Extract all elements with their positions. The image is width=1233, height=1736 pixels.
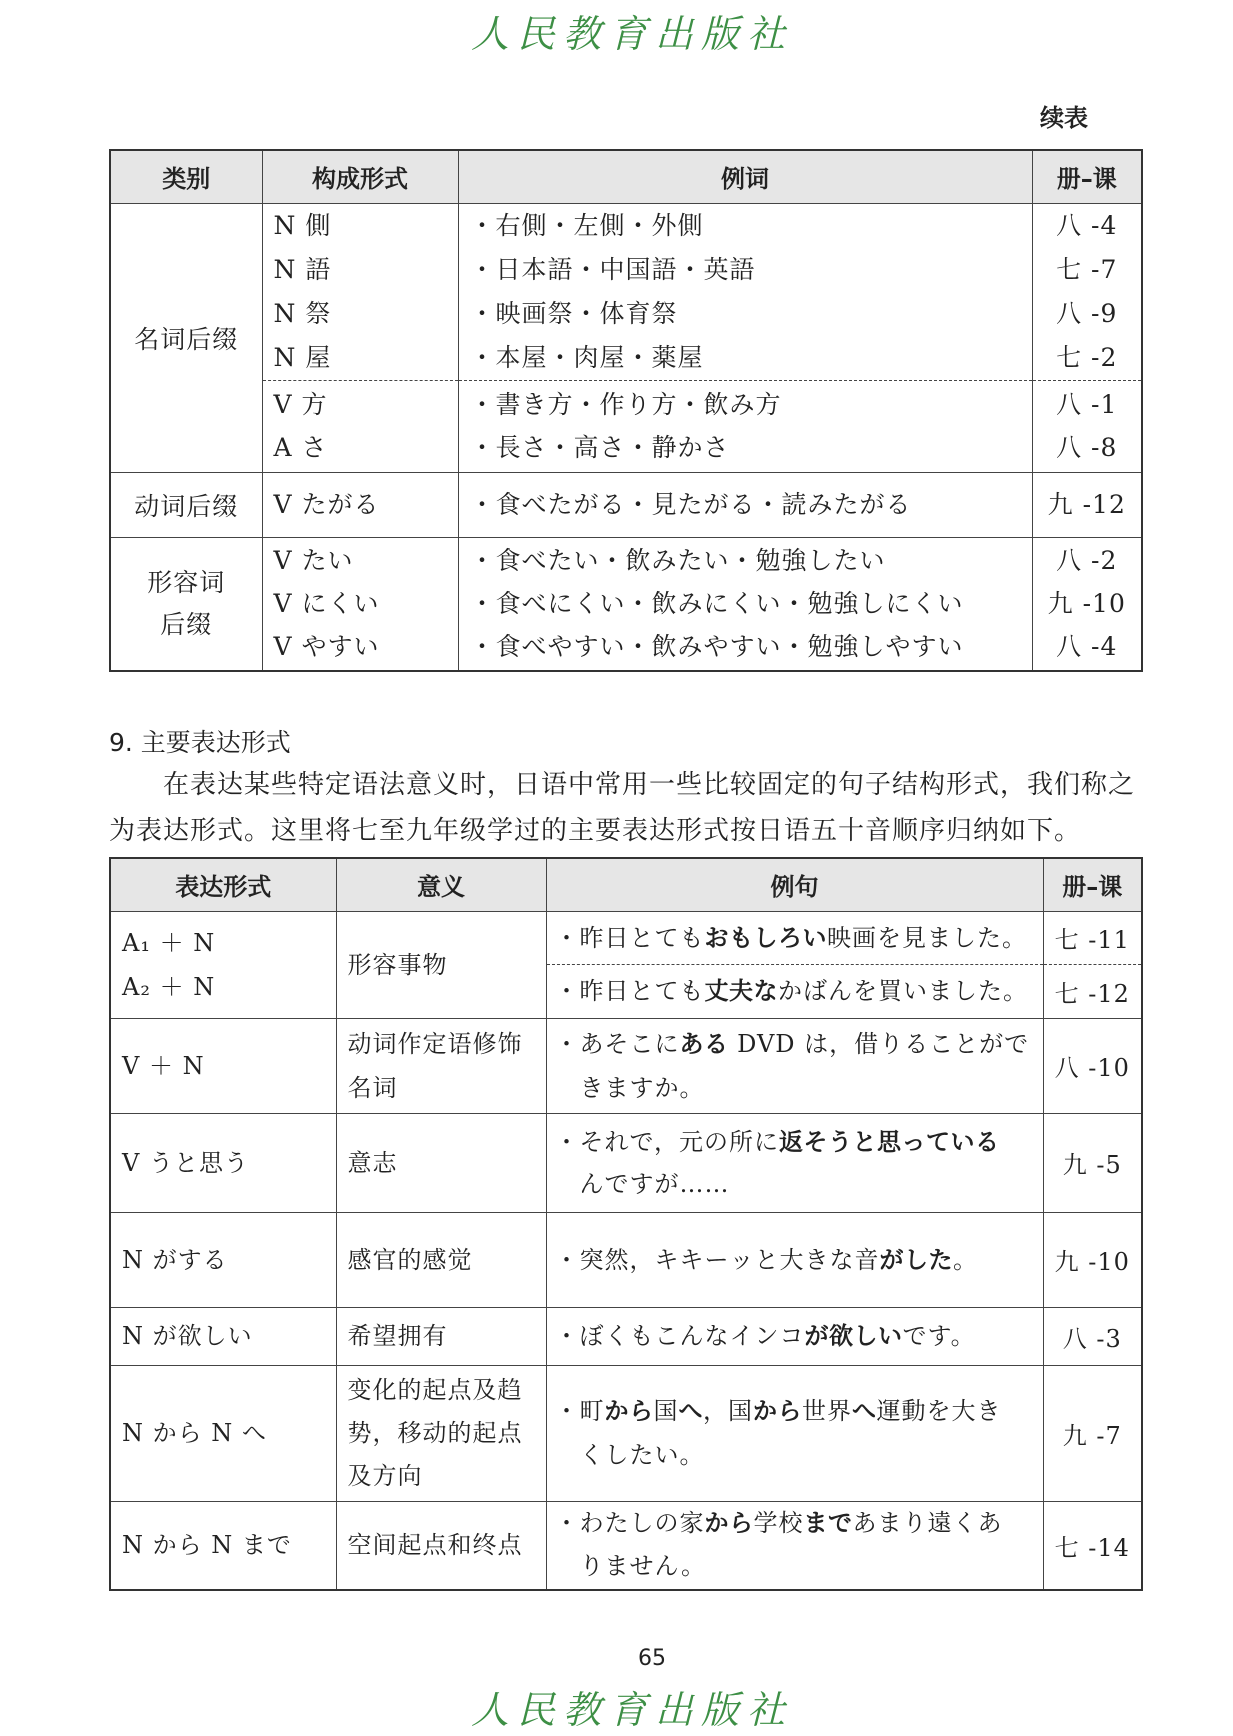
form-line: V やすい <box>273 632 380 662</box>
form-line: N から N へ <box>122 1419 267 1447</box>
form-line: V たい <box>273 546 354 576</box>
example-segment: 運動を大き <box>876 1397 1002 1425</box>
example-segment: かばんを買いました。 <box>778 977 1028 1005</box>
lesson-line: 八 -4 <box>1056 210 1118 240</box>
meaning-line: 及方向 <box>347 1461 423 1490</box>
example-segment: ，国 <box>703 1397 753 1425</box>
form-cell <box>110 1113 336 1212</box>
example-line <box>555 917 1041 959</box>
publisher-logo-top: 人民教育出版社 <box>470 12 793 56</box>
table-row <box>110 1113 1142 1212</box>
example-segment: ・ぼくもこんなインコ <box>554 1322 805 1350</box>
header-example: 例句 <box>546 858 1043 911</box>
example-line: ・食べやすい・飲みやすい・勉強しやすい <box>469 632 964 662</box>
example-line <box>555 1389 1041 1433</box>
examples-cell <box>458 203 1032 380</box>
form-line: V にくい <box>273 589 380 619</box>
lesson-line: 七 -2 <box>1056 342 1118 372</box>
lesson-cell: 八 -10 <box>1043 1018 1142 1113</box>
meaning-cell <box>336 1365 546 1501</box>
form-line: N 語 <box>273 254 332 284</box>
form-line: N 祭 <box>273 298 332 328</box>
form-line: N 側 <box>273 210 332 240</box>
suffix-table-header-row <box>110 150 1142 203</box>
example-segment: んですが…… <box>579 1169 730 1198</box>
lesson-line: 八 -8 <box>1056 433 1118 462</box>
example-segment: ・町 <box>554 1397 605 1425</box>
section-heading: 9. 主要表达形式 <box>109 728 291 757</box>
table-row <box>110 911 1142 964</box>
examples-cell <box>458 472 1032 537</box>
lesson-line: 八 -1 <box>1056 390 1118 419</box>
lesson-line: 八 -9 <box>1056 298 1118 328</box>
meaning-cell <box>336 1212 546 1307</box>
meaning-line: 感官的感觉 <box>347 1245 473 1274</box>
category-line: 形容词 <box>147 567 226 597</box>
form-line: N から N まで <box>122 1531 292 1560</box>
form-line: V たがる <box>273 490 380 519</box>
example-line <box>555 1066 1041 1110</box>
form-line: A₂ ＋ N <box>122 972 216 1001</box>
meaning-line: 希望拥有 <box>347 1322 448 1350</box>
lesson-cell: 九 -10 <box>1043 1212 1142 1307</box>
header-meaning: 意义 <box>336 858 546 911</box>
example-emphasis: から <box>753 1397 802 1425</box>
example-emphasis: から <box>704 1509 754 1538</box>
category-cell: 名词后缀 <box>110 203 262 472</box>
example-cell <box>546 911 1043 964</box>
example-cell <box>546 1501 1043 1590</box>
header-lesson: 册–课 <box>1043 858 1142 911</box>
form-cell <box>110 1501 336 1590</box>
meaning-line: 意志 <box>347 1148 398 1177</box>
example-segment: あまり遠くあ <box>852 1509 1003 1538</box>
example-segment: ・それで，元の所に <box>554 1127 780 1156</box>
lesson-line: 九 -12 <box>1047 490 1126 519</box>
lesson-cell: 七 -11 <box>1043 911 1142 964</box>
example-line <box>555 970 1041 1012</box>
expression-table-header-row <box>110 858 1142 911</box>
example-segment: きますか。 <box>579 1073 705 1102</box>
lesson-line: 九 -10 <box>1047 589 1126 619</box>
form-cell <box>110 1018 336 1113</box>
example-segment: 映画を見ました。 <box>827 923 1027 952</box>
form-cell <box>110 1365 336 1501</box>
category-cell <box>110 537 262 671</box>
meaning-line: 动词作定语修饰 <box>347 1029 523 1058</box>
example-cell <box>546 1018 1043 1113</box>
example-line: ・右側・左側・外側 <box>469 210 704 240</box>
lesson-cell <box>1032 537 1142 671</box>
lesson-line: 八 -4 <box>1056 632 1118 662</box>
example-emphasis: から <box>604 1397 654 1425</box>
example-cell <box>546 1365 1043 1501</box>
table-row <box>110 203 1142 380</box>
example-emphasis: おもしろい <box>704 923 827 952</box>
example-line: ・長さ・高さ・静かさ <box>469 433 730 462</box>
example-segment: りません。 <box>579 1552 706 1581</box>
example-segment: 世界 <box>802 1397 852 1425</box>
paragraph-line: 在表达某些特定语法意义时，日语中常用一些比较固定的句子结构形式，我们称之 <box>163 770 1136 800</box>
header-form: 构成形式 <box>262 150 458 203</box>
lesson-cell: 七 -14 <box>1043 1501 1142 1590</box>
form-line: V うと思う <box>122 1148 249 1177</box>
example-segment: DVD は，借りることがで <box>728 1029 1030 1058</box>
example-line <box>555 1545 1041 1588</box>
lesson-cell <box>1032 472 1142 537</box>
form-cell <box>110 911 336 1018</box>
example-line: ・食べたがる・見たがる・読みたがる <box>469 490 912 519</box>
section-paragraph <box>109 762 1141 854</box>
meaning-line: 变化的起点及趋 <box>347 1375 523 1404</box>
continued-label: 续表 <box>1040 104 1088 132</box>
lesson-cell <box>1032 380 1142 472</box>
table-row <box>110 1501 1142 1590</box>
form-line: A₁ ＋ N <box>122 928 216 957</box>
suffix-table <box>109 149 1143 672</box>
example-cell <box>546 1113 1043 1212</box>
page-number: 65 <box>638 1646 666 1671</box>
paragraph-line: 为表达形式。这里将七至九年级学过的主要表达形式按日语五十音顺序归纳如下。 <box>109 816 1082 846</box>
example-segment: ・昨日とても <box>554 923 705 952</box>
lesson-cell: 七 -12 <box>1043 964 1142 1018</box>
form-cell <box>110 1307 336 1365</box>
lesson-cell: 九 -5 <box>1043 1113 1142 1212</box>
example-line: ・書き方・作り方・飲み方 <box>469 390 782 419</box>
example-segment: 国 <box>653 1397 679 1425</box>
example-segment: ・わたしの家 <box>554 1509 705 1538</box>
example-emphasis: へ <box>678 1397 703 1425</box>
lesson-cell: 八 -3 <box>1043 1307 1142 1365</box>
example-emphasis: ある <box>679 1029 729 1058</box>
table-row <box>110 472 1142 537</box>
form-line: A さ <box>273 433 328 462</box>
lesson-cell <box>1032 203 1142 380</box>
table-row <box>110 1018 1142 1113</box>
meaning-cell <box>336 911 546 1018</box>
form-cell <box>262 380 458 472</box>
header-category: 类别 <box>110 150 262 203</box>
meaning-line: 势，移动的起点 <box>347 1418 523 1447</box>
meaning-cell <box>336 1307 546 1365</box>
example-cell <box>546 1212 1043 1307</box>
category-line: 后缀 <box>160 609 213 639</box>
example-emphasis: 返そうと思っている <box>779 1127 1000 1156</box>
example-emphasis: へ <box>852 1397 877 1425</box>
example-cell <box>546 964 1043 1018</box>
meaning-line: 形容事物 <box>347 950 448 979</box>
expression-table <box>109 857 1143 1591</box>
example-segment: です。 <box>902 1322 976 1350</box>
meaning-line: 名词 <box>347 1073 398 1102</box>
table-row <box>110 537 1142 671</box>
meaning-line: 空间起点和终点 <box>347 1531 523 1560</box>
form-line: N 屋 <box>273 342 332 372</box>
header-form: 表达形式 <box>110 858 336 911</box>
example-emphasis: がした <box>879 1245 953 1274</box>
meaning-cell <box>336 1501 546 1590</box>
table-row <box>110 1212 1142 1307</box>
example-line <box>555 1022 1041 1066</box>
example-emphasis: 丈夫な <box>704 977 778 1005</box>
form-cell <box>110 1212 336 1307</box>
example-segment: ・昨日とても <box>554 977 705 1005</box>
example-segment: 。 <box>953 1245 978 1274</box>
example-line <box>555 1163 1041 1205</box>
example-segment: 学校 <box>753 1509 804 1538</box>
lesson-cell: 九 -7 <box>1043 1365 1142 1501</box>
form-line: N が欲しい <box>122 1322 253 1350</box>
table-row <box>110 1365 1142 1501</box>
form-line: N がする <box>122 1245 228 1274</box>
example-line: ・食べたい・飲みたい・勉強したい <box>469 546 886 576</box>
example-emphasis: まで <box>803 1509 853 1538</box>
table-row <box>110 1307 1142 1365</box>
example-segment: ・突然，キキーッと大きな音 <box>554 1245 880 1274</box>
form-line: V 方 <box>273 390 328 419</box>
example-line <box>555 1502 1041 1545</box>
meaning-cell <box>336 1018 546 1113</box>
example-line <box>555 1238 1041 1282</box>
table-row <box>110 380 1142 472</box>
publisher-logo-bottom: 人民教育出版社 <box>470 1688 793 1732</box>
example-line: ・日本語・中国語・英語 <box>469 254 756 284</box>
meaning-cell <box>336 1113 546 1212</box>
header-examples: 例词 <box>458 150 1032 203</box>
form-cell <box>262 472 458 537</box>
example-line <box>555 1314 1041 1358</box>
examples-cell <box>458 380 1032 472</box>
example-cell <box>546 1307 1043 1365</box>
header-lesson: 册–课 <box>1032 150 1142 203</box>
example-line: ・食べにくい・飲みにくい・勉強しにくい <box>469 589 964 619</box>
example-emphasis: が欲しい <box>804 1322 903 1350</box>
form-cell <box>262 203 458 380</box>
example-segment: くしたい。 <box>579 1441 705 1469</box>
example-line <box>555 1121 1041 1163</box>
example-line: ・映画祭・体育祭 <box>469 298 678 328</box>
example-segment: ・あそこに <box>554 1029 680 1058</box>
lesson-line: 八 -2 <box>1056 546 1118 576</box>
category-cell: 动词后缀 <box>110 472 262 537</box>
form-line: V ＋ N <box>122 1051 205 1080</box>
example-line: ・本屋・肉屋・薬屋 <box>469 342 704 372</box>
form-cell <box>262 537 458 671</box>
examples-cell <box>458 537 1032 671</box>
example-line <box>555 1433 1041 1477</box>
lesson-line: 七 -7 <box>1056 254 1118 284</box>
